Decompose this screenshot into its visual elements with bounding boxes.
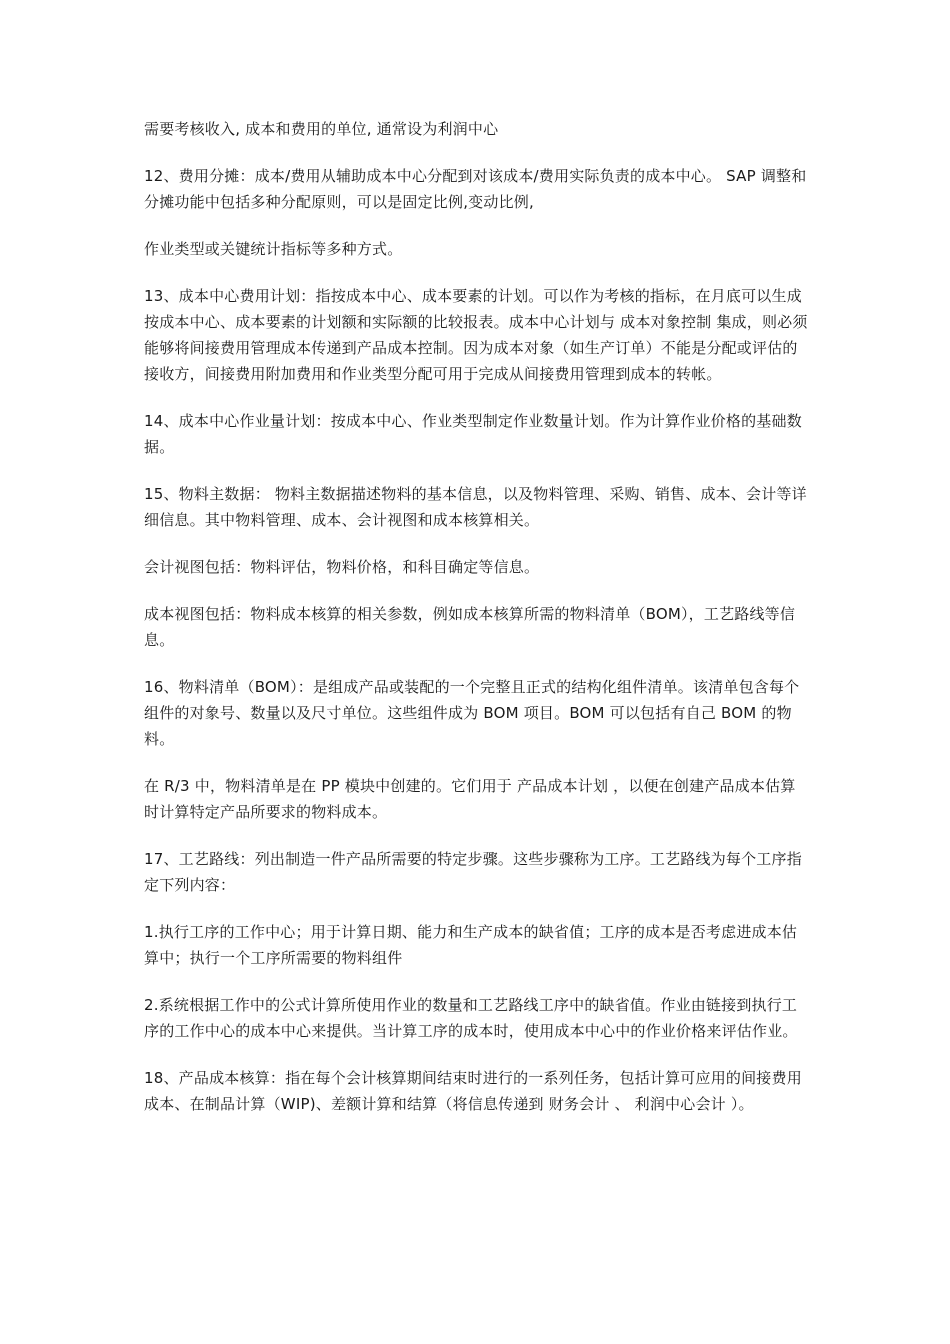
paragraph-costing-view: 成本视图包括：物料成本核算的相关参数，例如成本核算所需的物料清单（BOM），工艺路线等信息。 — [144, 605, 796, 649]
document-body — [144, 116, 809, 1138]
paragraph-17-routing: 17、工艺路线：列出制造一件产品所需要的特定步骤。这些步骤称为工序。工艺路线为每个工序指定下列内容： — [144, 850, 802, 894]
paragraph-16-bom: 16、物料清单（BOM）：是组成产品或装配的一个完整且正式的结构化组件清单。该清单包含每个组件的对象号、数量以及尺寸单位。这些组件成为 BOM 项目。BOM 可以包括有自己 BOM 的物料。 — [144, 678, 800, 748]
paragraph-routing-item-1: 1.执行工序的工作中心；用于计算日期、能力和生产成本的缺省值；工序的成本是否考虑进成本估算中；执行一个工序所需要的物料组件 — [144, 923, 798, 967]
paragraph-12-cost-allocation: 12、费用分摊：成本/费用从辅助成本中心分配到对该成本/费用实际负责的成本中心。 SAP 调整和分摊功能中包括多种分配原则，可以是固定比例,变动比例, — [144, 167, 807, 211]
paragraph-r3-bom: 在 R/3 中，物料清单是在 PP 模块中创建的。它们用于 产品成本计划 ，以便在创建产品成本估算时计算特定产品所要求的物料成本。 — [144, 777, 796, 821]
paragraph-14-activity-planning: 14、成本中心作业量计划：按成本中心、作业类型制定作业数量计划。作为计算作业价格的基础数据。 — [144, 412, 802, 456]
paragraph-12-allocation-methods: 作业类型或关键统计指标等多种方式。 — [144, 240, 403, 258]
paragraph-profit-center-note: 需要考核收入, 成本和费用的单位, 通常设为利润中心 — [144, 120, 499, 138]
paragraph-15-material-master: 15、物料主数据： 物料主数据描述物料的基本信息，以及物料管理、采购、销售、成本、会计等详细信息。其中物料管理、成本、会计视图和成本核算相关。 — [144, 485, 807, 529]
paragraph-accounting-view: 会计视图包括：物料评估，物料价格，和科目确定等信息。 — [144, 558, 540, 576]
paragraph-13-cost-center-planning: 13、成本中心费用计划：指按成本中心、成本要素的计划。可以作为考核的指标，在月底可以生成按成本中心、成本要素的计划额和实际额的比较报表。成本中心计划与 成本对象控制 集成，则必须能够将间接费用管理成本传递到产品成本控制。因为成本对象（如生产订单）不能是分配或评估的接收方，间接费用附加费用和作业类型分配可用于完成从间接费用管理到成本的转帐。 — [144, 287, 808, 383]
paragraph-routing-item-2: 2.系统根据工作中的公式计算所使用作业的数量和工艺路线工序中的缺省值。作业由链接到执行工序的工作中心的成本中心来提供。当计算工序的成本时，使用成本中心中的作业价格来评估作业。 — [144, 996, 798, 1040]
paragraph-18-product-costing: 18、产品成本核算：指在每个会计核算期间结束时进行的一系列任务，包括计算可应用的间接费用成本、在制品计算（WIP)、差额计算和结算（将信息传递到 财务会计 、 利润中心会计 ）。 — [144, 1069, 802, 1113]
